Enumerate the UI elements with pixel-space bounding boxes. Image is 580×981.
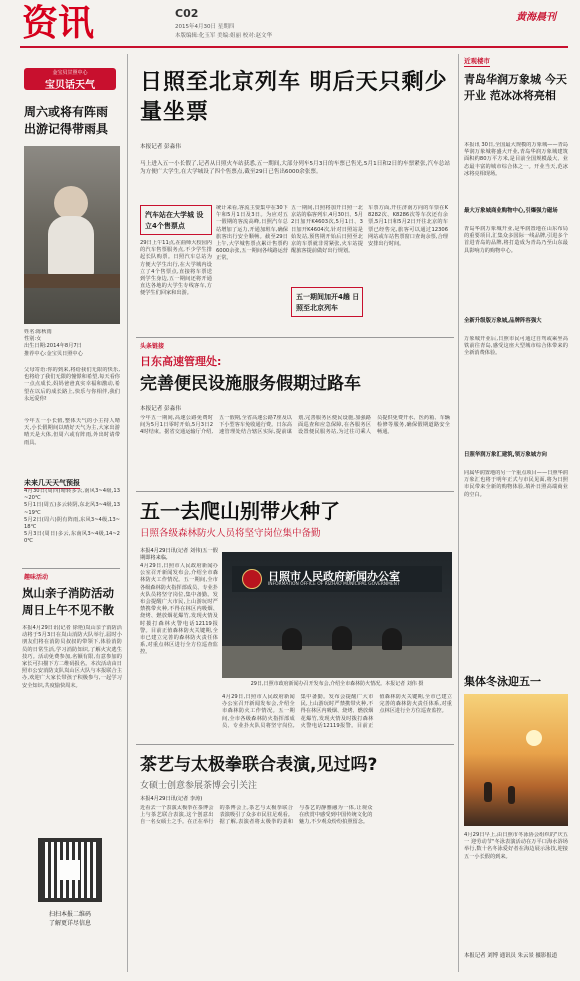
baby-header-big: 宝贝话天气 [45, 80, 95, 91]
baby-headline: 周六或将有阵雨 出游记得带雨具 [24, 105, 109, 136]
press-photo [222, 552, 452, 678]
left-vertical-rule [127, 54, 128, 972]
lead-col-1: 29日上午11点,在曲师大校园内的汽车售票服务点,不少学生排起长队购票。日照汽车总站为方便大学生出行,在大学城内设立了4个售票点,直接将车票送到学生身边,五一期间还将开通直达各地的大学生专线客车,方便学生们回家和出游。 [140, 240, 212, 297]
sidebar-sec-1: 最大万象城商业购物中心,引爆强力磁场 [464, 208, 558, 214]
speaker-table [222, 646, 452, 678]
forest-body: 4月29日,日照市人民政府新闻办公室召开新闻发布会,介绍全市森林防火工作情况。五一期间,全市各级森林防火指挥部成员、专业扑火队员将坚守岗位,集中备勤。发布会提醒广大市民,上山游玩时严禁携带火种,不得在林区内吸烟、烧烤、燃放烟花爆竹,发现火情及时拨打森林火警电话12119报警。目前正值森林防火关键期,全市已建立完善的森林防火责任体系,对重点林区进行全方位巡查监控。 [140, 563, 218, 656]
swim-photo [464, 694, 568, 826]
swim-body: 4月29日早上,由日照市冬泳协会组织的"庆五一 迎劳动节"冬泳表演活动在万平口海水浴场举行,数十名冬泳爱好者在海边展示泳技,迎接五一小长假的到来。 [464, 832, 568, 860]
baby-weather-panel [18, 54, 122, 524]
tea-headline: 茶艺与太极拳联合表演,见过吗? [140, 755, 378, 775]
service-body: 今年五一期间,高速公路免费时间为5月1日零时开始,5月3日24时结束。据省交通运输厅介绍,五一假期,全省高速公路7座及以下小型客车免收通行费。日东高速管理处结合辖区实际,提前谋划,完善服务区便民设施,加强路面巡查和应急保障,在各服务区设置便民服务站,为过往司乘人员提供免费开水、医药箱、车辆检修等服务,确保假期道路安全畅通。 [140, 415, 450, 436]
baby-photo [24, 146, 120, 324]
sidebar-body-2: 青岛华润万象城开业,是华润置地在山东布局的重要项目,汇集众多国际一线品牌,引进多个首进青岛的品牌,将打造成为青岛乃至山东最具影响力的购物中心。 [464, 226, 568, 254]
bench [24, 274, 120, 288]
lead-bottom-rule [136, 337, 454, 338]
baby-header-small: 金宝贝甘照中心 [52, 70, 88, 76]
service-tag: 头条链接 [140, 343, 165, 350]
tea-subhead: 女硕士创意参展茶博会引关注 [140, 781, 258, 791]
banner [232, 566, 442, 592]
swimmer-2 [508, 786, 515, 804]
lead-col-4: 车票方面,开往济南方向的车票在K8282次、K8286次等车次还有余票,5月1日和5月2日开往北京的车票已经售完,旅客可以通过12306网站或车站售票窗口查询余票,合理安排出行时间。 [368, 205, 448, 248]
qr-caption: 扫扫本报二维码 了解更详尽信息 [48, 911, 91, 927]
sidebar-tag: 近观楼市 [464, 57, 490, 65]
swimmer [484, 782, 492, 802]
lead-col-2: 统计来看,客流主要集中在30下午和5月1日及3日。为应对五一假期的客流高峰,日照汽车总站增加了运力,开通加班车,确保旅客出行安全顺畅。截至29日上午,大学城售票点累计售票约6000余张,五一期间各线路运营正常。 [216, 205, 288, 262]
sidebar-body-4: 同属华润置地的另一个重点项目——日照华润万象汇也将于明年正式与市民见面,将为日照市民带来全新的购物体验,填补日照高端商业的空白。 [464, 470, 568, 498]
lead-headline: 日照至北京列车 明后天只剩少量坐票 [140, 70, 448, 125]
qr-center [60, 860, 80, 880]
page-number: C02 [175, 7, 199, 20]
tea-byline: 本报4月29日讯(记者 李涛) [140, 796, 203, 802]
sidebar-sec-3: 日照华润万象汇建筑,领万象城方向 [464, 452, 547, 458]
photo-caption: 29日,日照市政府新闻办召开发布会,介绍全市森林防火情况。本报记者 刘伟 摄 [250, 681, 424, 687]
service-kicker: 日东高速管理处: [140, 355, 222, 368]
baby-caption: 姓名:陈秋雨 性别:女 出生日期:2014年8月7日 推荐中心:金宝贝日照中心 [24, 329, 83, 357]
banner-subtitle: INFORMATION OFFICE OF RIZHAO MUNICIPAL GOVERNMENT [268, 582, 400, 587]
lead-col-3: 五一期间,日照将加开日照一北京站的临客列车,4月30日、5月2日加开K4603次,5月1日、3日加开K4604次,针对日照站是始发站,预售期开始后日照至北京的车票就非常紧张,火车站提醒旅客提前做好出行规划。 [291, 205, 363, 255]
paper-logo: 黄海晨刊 [516, 12, 556, 23]
left-col-divider [22, 568, 120, 569]
baby-body [48, 216, 94, 278]
baby-message: 父母寄语:你的到来,将给我们无限的快乐,也将给了我们无限的憧憬和希望,每天看你一点点成长,妈妈爸爸真实幸福和激动,希望在以后的成长路上,快乐与你相伴,我们永远爱你! [24, 367, 120, 402]
speaker-1 [282, 628, 302, 650]
sidebar-sec-2: 全新升级版万象城,品牌阵容强大 [464, 318, 542, 324]
tea-body: 近看去一个表演太极拳在茶博会上与茶艺联合表演,这个创意出自一名女硕士之手。在正在举行的茶博会上,茶艺与太极拳联合表演吸引了众多市民驻足观看。据了解,表演者将太极拳的柔和与茶艺的静雅融为一体,让观众在欣赏中感受到中国传统文化的魅力,不少观众纷纷拍照留念。 [140, 805, 373, 826]
forest-subhead: 日照各级森林防火人员将坚守岗位集中备勤 [140, 528, 321, 539]
lead-box-1 [140, 205, 212, 235]
banner-title: 日照市人民政府新闻办公室 [268, 570, 400, 583]
masthead [0, 0, 580, 48]
forecast-list: 4月30日(周四)晴转多云,南风3~4级,13~20℃ 5月1日(周五)多云转阴,东北风3~4级,13~19℃ 5月2日(周六)阴有阵雨,东风3~4级,13~18℃ 5月3日(周日)多云,东南风3~4级,14~20℃ [24, 488, 120, 545]
activity-headline: 岚山亲子消防活动 周日上午不见不散 [22, 586, 114, 617]
service-byline: 本报记者 彭淼伟 [140, 406, 181, 412]
lead-lede: 马上进入五一小长假了,记者从日照火车站获悉,五一期间,大部分列车5月3日的车票已售光,5月1日和2日的车票紧张,汽车总站为方便广大学生,在大学城设了四个售票点,截至29日已售出6000余张票。 [140, 161, 450, 175]
speaker-3 [382, 628, 402, 650]
activity-tag: 趣味活动 [24, 574, 49, 581]
date-line: 2015年4月30日 星期四 [175, 24, 235, 30]
forest-bottom-rule [136, 744, 454, 745]
activity-body: 本报4月29日讯(记者 徐艳)岚山亲子消防活动将于5月3日在岚山消防大队举行,届时小朋友们将在消防员叔叔的带领下,体验消防员的日常生活,学习消防知识,了解火灾逃生技巧。活动免费参加,名额有限,有意参加的家长可扫描下方二维码报名。本次活动由日照市公安消防支队岚山区大队与本报联合主办,欢迎广大家长带孩子积极参与,一起学习安全知识,共度愉快周末。 [22, 625, 122, 689]
sun-icon [526, 730, 542, 746]
forecast-title: 未来几天天气预报 [24, 479, 80, 487]
staff-line: 本版编辑:化玉军 美编:姐丽 校对:赵文华 [175, 33, 273, 39]
forest-byline: 本报4月29日讯(记者 刘伟)五一假期即将来临, [140, 548, 218, 562]
sidebar-body-1: 本报讯 30日,全国最大规模的万象城——青岛华润万象城将盛大开业,青岛华润万象城建筑面积约80万平方米,是目前全国规模最大、业态最丰富的城市综合体之一。开业当天,范冰冰将亮相现场。 [464, 142, 568, 177]
right-vertical-rule [458, 54, 459, 972]
lead-box-2-text: 五一期间加开4趟 日照至北京列车 [296, 293, 360, 312]
lead-box-2 [291, 287, 363, 317]
sidebar-body-3: 万象城开业后,日照市民可通过自驾或乘坐高铁前往青岛,感受这座大型城市综合体带来的全新消费体验。 [464, 336, 568, 357]
forest-headline: 五一去爬山别带火种了 [140, 499, 340, 523]
section-title: 资讯 [22, 3, 95, 44]
sidebar-headline: 青岛华润万象城 今天开业 范冰冰将亮相 [464, 73, 567, 102]
forest-body-cont: 4月29日,日照市人民政府新闻办公室召开新闻发布会,介绍全市森林防火工作情况。五一期间,全市各级森林防火指挥部成员、专业扑火队员将坚守岗位,集中备勤。发布会提醒广大市民,上山游玩时严禁携带火种,不得在林区内吸烟、烧烤、燃放烟花爆竹,发现火情及时拨打森林火警电话12119报警。目前正值森林防火关键期,全市已建立完善的森林防火责任体系,对重点林区进行全方位巡查监控。 [222, 694, 452, 729]
qr-code [38, 838, 102, 902]
swim-photo-credit: 本报记者 刘博 通讯员 朱云景 摄影报道 [464, 953, 558, 959]
speaker-2 [332, 626, 352, 650]
weather-intro: 今年五一小长假,整体天气的小主持人晴天,小长假期间以晴好天气为主,大家出游晴天是大体,但周六或有阵雨,外出时请带雨具。 [24, 418, 120, 446]
baby-header [24, 68, 116, 90]
lead-byline: 本报记者 彭淼伟 [140, 144, 181, 150]
swim-headline: 集体冬泳迎五一 [464, 675, 541, 688]
emblem-icon [242, 569, 262, 589]
baby-figure [54, 186, 88, 220]
service-headline: 完善便民设施服务假期过路车 [140, 374, 361, 394]
lead-box-1-text: 汽车站在大学城 设立4个售票点 [145, 211, 204, 230]
masthead-rule [20, 46, 568, 48]
service-bottom-rule [136, 491, 454, 492]
